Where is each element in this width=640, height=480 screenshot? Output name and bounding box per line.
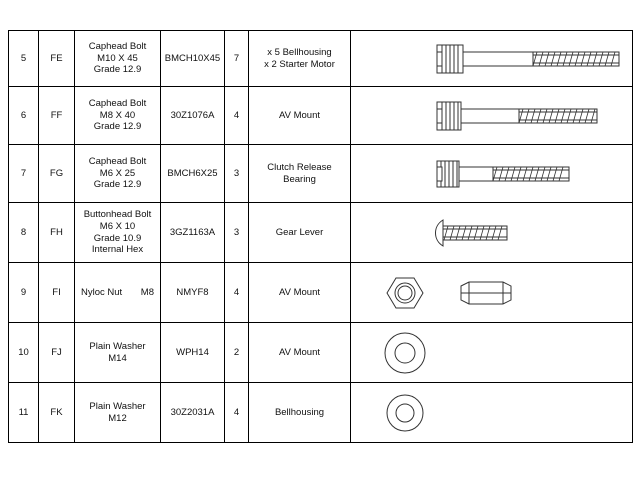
row-number: 11 xyxy=(9,383,39,443)
row-quantity: 2 xyxy=(225,323,249,383)
desc-line: M6 X 10 xyxy=(99,220,136,232)
application-line: AV Mount xyxy=(278,346,320,358)
application-line: AV Mount xyxy=(278,286,320,298)
desc-line: Nyloc Nut xyxy=(81,286,123,298)
row-description xyxy=(75,323,161,383)
desc-line: M14 xyxy=(108,352,127,364)
hex-socket-bolt-icon xyxy=(351,146,632,202)
plain-washer-icon xyxy=(351,324,632,382)
row-quantity: 4 xyxy=(225,383,249,443)
desc-line: Grade 12.9 xyxy=(93,121,142,133)
parts-table xyxy=(8,30,633,443)
row-part-number: 3GZ1163A xyxy=(161,203,225,263)
table-row xyxy=(9,323,633,383)
desc-line: Grade 10.9 xyxy=(93,232,142,244)
row-ref: FF xyxy=(39,87,75,145)
row-application xyxy=(249,145,351,203)
hex-socket-bolt-icon xyxy=(351,88,632,144)
row-ref: FG xyxy=(39,145,75,203)
table-row xyxy=(9,383,633,443)
row-application xyxy=(249,323,351,383)
row-description xyxy=(75,263,161,323)
desc-line: M8 xyxy=(140,286,154,298)
desc-line: Caphead Bolt xyxy=(88,97,147,109)
row-image xyxy=(351,383,633,443)
desc-line: Plain Washer xyxy=(89,400,146,412)
buttonhead-bolt-icon xyxy=(351,204,632,262)
application-line: Clutch Release xyxy=(267,161,332,173)
application-line: AV Mount xyxy=(278,109,320,121)
application-line: Gear Lever xyxy=(275,226,324,238)
row-ref: FI xyxy=(39,263,75,323)
row-quantity: 4 xyxy=(225,263,249,323)
desc-line: Buttonhead Bolt xyxy=(83,208,152,220)
row-number: 10 xyxy=(9,323,39,383)
row-quantity: 4 xyxy=(225,87,249,145)
table-row xyxy=(9,263,633,323)
desc-split xyxy=(75,287,160,299)
desc-line: M10 X 45 xyxy=(97,52,138,64)
row-ref: FJ xyxy=(39,323,75,383)
row-part-number: WPH14 xyxy=(161,323,225,383)
row-application xyxy=(249,87,351,145)
plain-washer-icon xyxy=(351,384,632,442)
row-number: 8 xyxy=(9,203,39,263)
row-part-number: NMYF8 xyxy=(161,263,225,323)
row-image xyxy=(351,87,633,145)
row-number: 5 xyxy=(9,31,39,87)
row-quantity: 3 xyxy=(225,145,249,203)
row-quantity: 3 xyxy=(225,203,249,263)
application-line: Bearing xyxy=(283,173,316,185)
row-application xyxy=(249,263,351,323)
table-row xyxy=(9,31,633,87)
hex-socket-bolt-icon xyxy=(351,32,632,86)
nyloc-nut-icon xyxy=(351,264,632,322)
row-image xyxy=(351,31,633,87)
row-number: 6 xyxy=(9,87,39,145)
application-line: x 2 Starter Motor xyxy=(264,58,335,70)
row-application xyxy=(249,31,351,87)
desc-line: M6 X 25 xyxy=(99,167,136,179)
application-line: x 5 Bellhousing xyxy=(267,46,332,58)
row-image xyxy=(351,203,633,263)
row-description xyxy=(75,203,161,263)
desc-line: M12 xyxy=(108,412,127,424)
row-number: 7 xyxy=(9,145,39,203)
desc-line: Caphead Bolt xyxy=(88,40,147,52)
table-row xyxy=(9,203,633,263)
row-description xyxy=(75,383,161,443)
row-ref: FK xyxy=(39,383,75,443)
row-part-number: 30Z2031A xyxy=(161,383,225,443)
row-part-number: BMCH10X45 xyxy=(161,31,225,87)
table-row xyxy=(9,87,633,145)
row-description xyxy=(75,31,161,87)
desc-line: Internal Hex xyxy=(91,244,144,256)
desc-line: M8 X 40 xyxy=(99,109,136,121)
row-application xyxy=(249,203,351,263)
row-ref: FH xyxy=(39,203,75,263)
row-image xyxy=(351,145,633,203)
row-image xyxy=(351,263,633,323)
row-description xyxy=(75,87,161,145)
row-application xyxy=(249,383,351,443)
row-ref: FE xyxy=(39,31,75,87)
row-part-number: 30Z1076A xyxy=(161,87,225,145)
row-image xyxy=(351,323,633,383)
table-row xyxy=(9,145,633,203)
desc-line: Caphead Bolt xyxy=(88,155,147,167)
desc-line: Grade 12.9 xyxy=(93,64,142,76)
row-number: 9 xyxy=(9,263,39,323)
application-line: Bellhousing xyxy=(274,406,325,418)
row-description xyxy=(75,145,161,203)
row-quantity: 7 xyxy=(225,31,249,87)
row-part-number: BMCH6X25 xyxy=(161,145,225,203)
desc-line: Grade 12.9 xyxy=(93,179,142,191)
desc-line: Plain Washer xyxy=(89,340,146,352)
